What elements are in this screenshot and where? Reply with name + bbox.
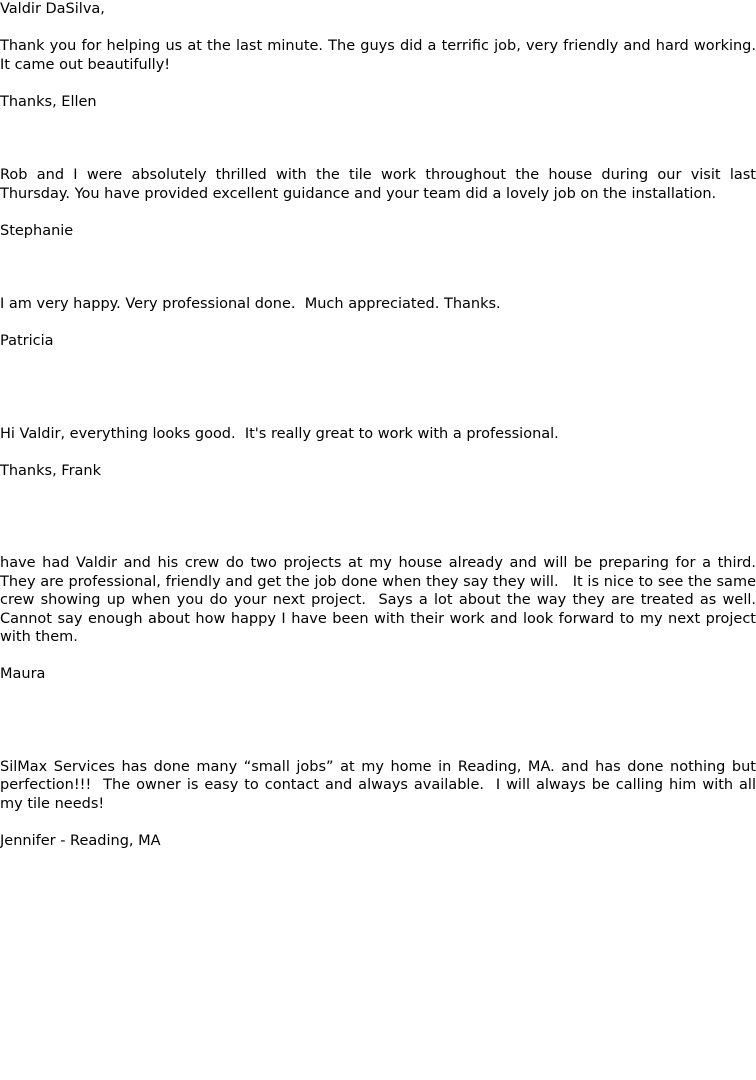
testimonial-maura	[0, 554, 756, 684]
testimonial-signature: Stephanie	[0, 222, 74, 239]
testimonial-signature: Patricia	[0, 333, 54, 349]
testimonial-body: Rob and I were absolutely thrilled with the tile work throughout the house during our visit last Thursday. You have provided excellent guidance and your team did a lovely job on the installation.	[0, 167, 756, 202]
testimonial-patricia	[0, 295, 756, 351]
testimonial-signature: Maura	[0, 666, 46, 682]
testimonial-salutation: Valdir DaSilva,	[0, 1, 105, 17]
testimonial-jennifer	[0, 758, 756, 851]
testimonial-body: Hi Valdir, everything looks good. It's really great to work with a professional.	[0, 425, 559, 442]
testimonial-ellen	[0, 0, 756, 111]
testimonial-body: have had Valdir and his crew do two projects at my house already and will be preparing for a third. They are professional, friendly and get the job done when they say they will. It is nice to see the same crew showing up when you do your next project. Says a lot about the way they are treated as well. Cannot say enough about how happy I have been with their work and look forward to my next project with them.	[0, 555, 756, 645]
testimonial-body: I am very happy. Very professional done. Much appreciated. Thanks.	[0, 296, 501, 312]
testimonial-stephanie	[0, 166, 756, 240]
testimonial-signature: Thanks, Ellen	[0, 93, 97, 110]
testimonial-body: Thank you for helping us at the last minute. The guys did a terrific job, very friendly and hard working. It came out beautifully!	[0, 38, 756, 73]
testimonial-body: SilMax Services has done many “small jobs” at my home in Reading, MA. and has done nothing but perfection!!! The owner is easy to contact and always available. I will always be calling him with all my tile needs!	[0, 758, 756, 812]
testimonial-frank	[0, 425, 756, 481]
testimonial-signature: Jennifer - Reading, MA	[0, 832, 161, 849]
testimonial-signature: Thanks, Frank	[0, 462, 102, 479]
